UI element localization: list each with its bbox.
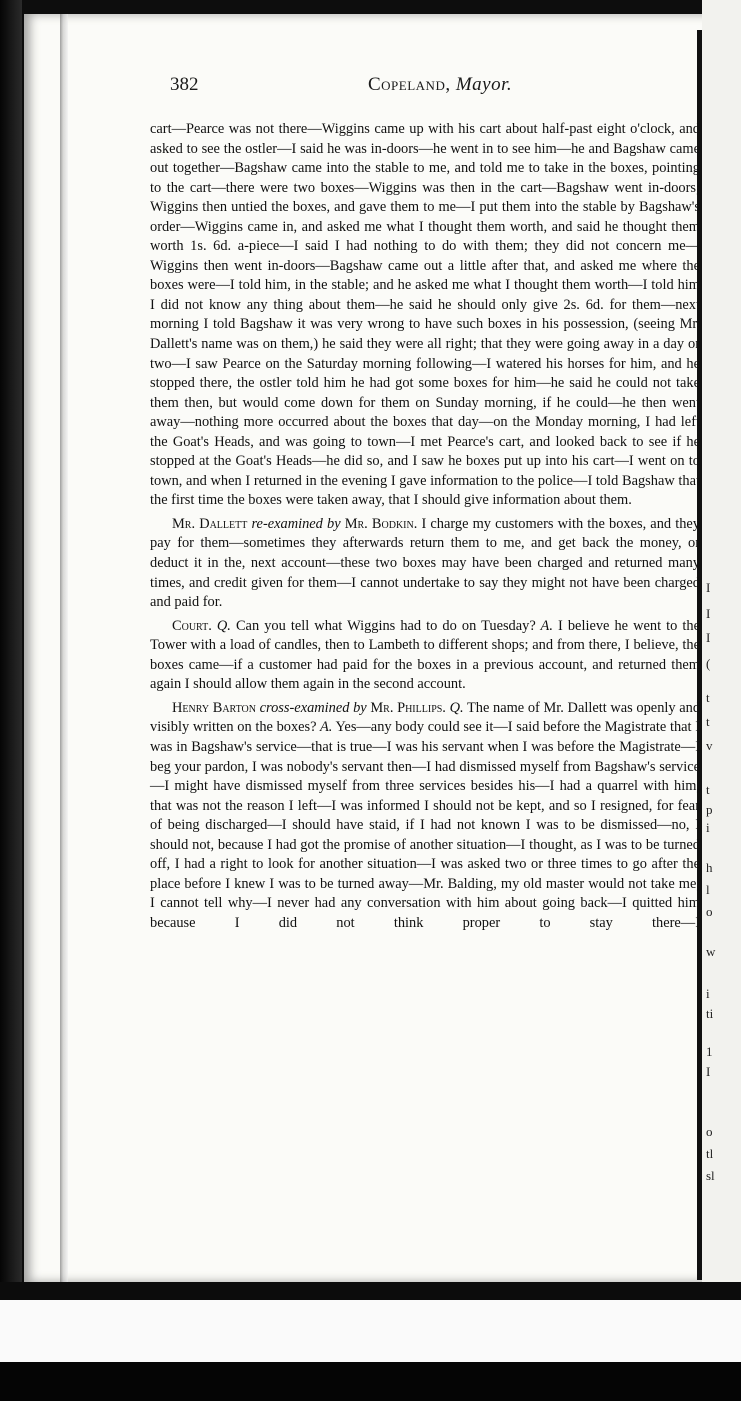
running-title-separator: , bbox=[445, 74, 456, 95]
facing-page-fragment: o bbox=[706, 904, 713, 919]
answer-marker: A. bbox=[316, 719, 333, 736]
speaker-name: Henry Barton bbox=[172, 699, 256, 716]
facing-page-fragment: v bbox=[706, 738, 713, 753]
paragraph-testimony-continued bbox=[150, 120, 700, 511]
running-title-name: Copeland bbox=[368, 74, 446, 95]
facing-page-fragment: t bbox=[706, 782, 710, 797]
paragraph-text: cart—Pearce was not there—Wiggins came up with his cart about half-past eight o'clock, and asked to see the ostler—I said he was in-doors—he went in to see him—he and Bagshaw came out together—Bagshaw came into the stable to me, and told me to take in the boxes, pointing to the cart—there were two boxes—Wiggins was then in the cart—Bagshaw went in-doors; Wiggins then untied the boxes, and gave them to me—I put them into the stable by Bagshaw's order—Wiggins came in, and asked me what I thought them worth, and said he thought them worth 1s. 6d. a-piece—I said I had nothing to do with them; they did not concern me—Wiggins then went in-doors—Bagshaw came out a little after that, and asked me where the boxes were—I told him, in the stable; and he asked me what I thought them worth—I told him I did not know any thing about them—he said he should only give 2s. 6d. for them—next morning I told Bagshaw it was very wrong to have such boxes in his possession, (seeing Mr. Dallett's name was on them,) he said they were all right; that they were going away in a day or two—I saw Pearce on the Saturday morning following—I watered his horses for him, and he stopped there, the ostler told him he had got some boxes for him—he said he could not take them then, but would come down for them on Sunday morning, if he could—he then went away—nothing more occurred about the boxes that day—on the Monday morning, I had left the Goat's Heads, and was going to town—I met Pearce's cart, and looked back to see if he stopped at the Goat's Heads—he did so, and I saw he boxes put up into his cart—I went on to town, and when I returned in the evening I gave information to the police—I told Bagshaw that the first time the boxes were taken away, that I should give information about them. bbox=[150, 121, 700, 509]
facing-page-fragment: sl bbox=[706, 1168, 715, 1183]
examination-type: cross-examined by bbox=[256, 699, 371, 716]
facing-page-fragment: I bbox=[706, 580, 711, 595]
paragraph-text: I charge my customers with the boxes, and they pay for them—sometimes they afterwards return them to me, and get back the money, or deduct it in the, next account—these two boxes may have been charged and returned many times, and credit given for them—I cannot undertake to say they might not have been charged and paid for. bbox=[150, 515, 700, 611]
counsel-name: Mr. Bodkin. bbox=[344, 515, 418, 532]
speaker-name: Mr. Dallett bbox=[172, 515, 248, 532]
running-title-role: Mayor. bbox=[455, 74, 513, 95]
answer-text: I believe he went to the Tower with a load of candles, then to Lambeth to different shops; and from there, I believe, the boxes came—if a customer had paid for the boxes in a previous account, and returned them again I should allow them again in the second account. bbox=[150, 617, 701, 693]
facing-page-fragment: I bbox=[706, 630, 711, 645]
facing-page-fragment: p bbox=[706, 802, 713, 817]
facing-page-fragment: l bbox=[706, 882, 710, 897]
facing-page-fragment: i bbox=[706, 986, 710, 1001]
scan-bottom-band bbox=[0, 1282, 741, 1300]
question-text: Can you tell what Wiggins had to do on Tuesday? bbox=[230, 617, 536, 634]
paragraph-court-question bbox=[150, 617, 700, 695]
facing-page-fragment: 1 bbox=[706, 1044, 713, 1059]
facing-page-fragment: t bbox=[706, 714, 710, 729]
answer-marker: A. bbox=[535, 617, 553, 634]
scan-bottom-shadow bbox=[0, 1362, 741, 1401]
running-title bbox=[368, 74, 512, 96]
scan-left-shadow bbox=[0, 0, 22, 1401]
running-header bbox=[170, 74, 710, 102]
facing-page-fragment: I bbox=[706, 1064, 711, 1079]
answer-text: Yes—any body could see it—I said before the Magistrate that I was in Bagshaw's service—that is true—I was his servant when I was before the Magistrate—I beg your pardon, I was nobody's servant then—I had dismissed myself from Bagshaw's service—I might have dismissed myself from three services besides his—I had a quarrel with him, that was not the reason I left—I was informed I should not be kept, and so I resigned, for fear of being discharged—I should have staid, if I had not known I was to be dismissed—no, I should not, because I had got the promise of another situation—I thought, as I was to be turned off, I had a right to look for another situation—I was asked two or three times to go after the place before I knew I was to be turned away—Mr. Balding, my old master would not take me, I cannot tell why—I never had any conversation with him about going back—I quitted him because I did not think proper to stay there—I bbox=[150, 719, 700, 931]
facing-page-fragment: i bbox=[706, 820, 710, 835]
question-text: The name of Mr. Dallett was openly and visibly written on the boxes? bbox=[150, 699, 701, 736]
scan-bottom-margin bbox=[0, 1300, 741, 1362]
page-gutter bbox=[60, 14, 68, 1282]
examination-type: re-examined by bbox=[247, 515, 345, 532]
facing-page-fragment: w bbox=[706, 944, 716, 959]
question-marker: Q. bbox=[211, 617, 231, 634]
paragraph-re-examination bbox=[150, 515, 700, 613]
facing-page-fragment: h bbox=[706, 860, 713, 875]
facing-page-fragment: tl bbox=[706, 1146, 714, 1161]
facing-page-fragment: I bbox=[706, 606, 711, 621]
facing-page-fragment: ( bbox=[706, 656, 711, 671]
speaker-name: Court. bbox=[172, 617, 212, 634]
facing-page bbox=[702, 0, 741, 1300]
facing-page-fragment: t bbox=[706, 690, 710, 705]
counsel-name: Mr. Phillips. bbox=[370, 699, 446, 716]
page-number: 382 bbox=[170, 74, 199, 95]
question-marker: Q. bbox=[445, 699, 464, 716]
paragraph-cross-examination bbox=[150, 699, 700, 934]
text-column bbox=[150, 120, 700, 933]
facing-page-fragment: o bbox=[706, 1124, 713, 1139]
facing-page-fragment: ti bbox=[706, 1006, 714, 1021]
